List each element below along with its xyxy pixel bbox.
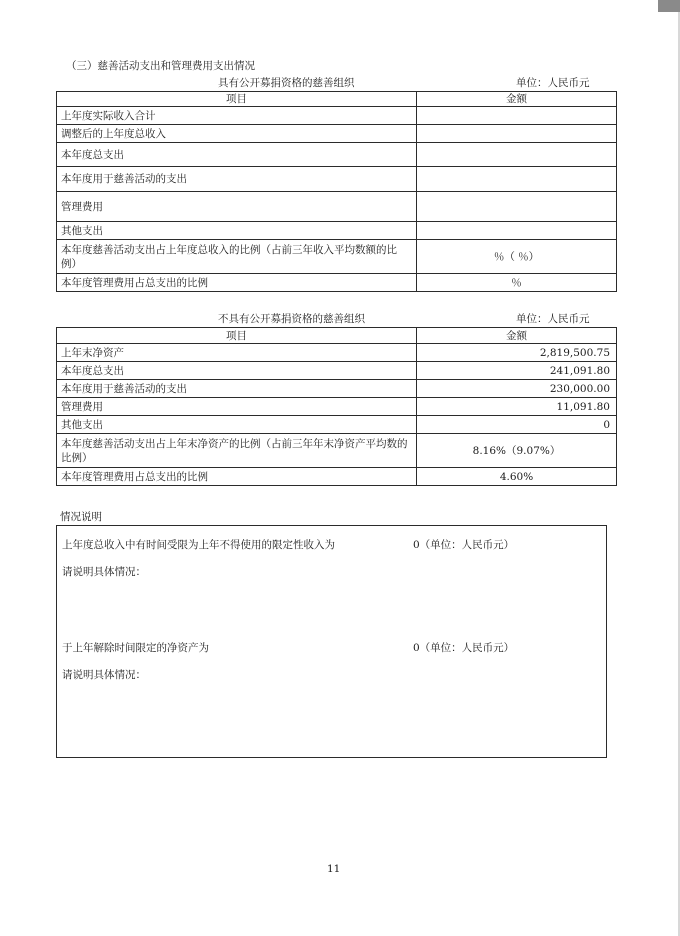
table2-header-amount: 金额	[417, 328, 617, 344]
row-label: 本年度用于慈善活动的支出	[57, 167, 417, 192]
released-assets-label: 于上年解除时间限定的净资产为	[62, 642, 209, 654]
restricted-income-label: 上年度总收入中有时间受限为上年不得使用的限定性收入为	[62, 539, 335, 551]
page-number: 11	[327, 863, 341, 875]
row-label: 上年度实际收入合计	[57, 107, 417, 125]
row-label: 本年度总支出	[57, 143, 417, 167]
row-value	[417, 167, 617, 192]
table-row	[57, 167, 617, 192]
table-row	[57, 107, 617, 125]
table-row	[57, 240, 617, 274]
row-value: 2,819,500.75	[417, 344, 617, 362]
table-row	[57, 468, 617, 486]
table-row	[57, 398, 617, 416]
table1	[56, 91, 617, 292]
row-value	[417, 222, 617, 240]
scan-corner-mark	[658, 0, 680, 12]
row-value: 8.16%（9.07%）	[417, 434, 617, 468]
table2	[56, 327, 617, 486]
section-title: （三）慈善活动支出和管理费用支出情况	[66, 60, 255, 72]
row-label: 本年度慈善活动支出占上年度总收入的比例（占前三年收入平均数额的比例）	[57, 240, 417, 274]
table1-caption: 具有公开募捐资格的慈善组织	[218, 77, 355, 89]
released-assets-value: 0（单位：人民币元）	[413, 642, 515, 654]
row-value: ％	[417, 274, 617, 292]
table-row	[57, 143, 617, 167]
row-label: 其他支出	[57, 416, 417, 434]
table2-caption: 不具有公开募捐资格的慈善组织	[218, 313, 365, 325]
table-row	[57, 344, 617, 362]
table-row	[57, 434, 617, 468]
table1-header-item: 项目	[57, 92, 417, 107]
row-label: 调整后的上年度总收入	[57, 125, 417, 143]
row-label: 本年度管理费用占总支出的比例	[57, 468, 417, 486]
table1-header-amount: 金额	[417, 92, 617, 107]
table-row	[57, 362, 617, 380]
row-label: 本年度慈善活动支出占上年末净资产的比例（占前三年年末净资产平均数的比例）	[57, 434, 417, 468]
row-value: ％（ ％）	[417, 240, 617, 274]
table-row	[57, 222, 617, 240]
row-value: 11,091.80	[417, 398, 617, 416]
table2-unit: 单位：人民币元	[516, 313, 590, 325]
row-value: 241,091.80	[417, 362, 617, 380]
table1-unit: 单位：人民币元	[516, 77, 590, 89]
row-label: 本年度管理费用占总支出的比例	[57, 274, 417, 292]
row-label: 其他支出	[57, 222, 417, 240]
table-row	[57, 380, 617, 398]
restricted-income-value: 0（单位：人民币元）	[413, 539, 515, 551]
row-value	[417, 125, 617, 143]
table-row	[57, 192, 617, 222]
row-value: 230,000.00	[417, 380, 617, 398]
row-label: 本年度用于慈善活动的支出	[57, 380, 417, 398]
row-label: 管理费用	[57, 398, 417, 416]
explain-prompt-1: 请说明具体情况：	[62, 566, 146, 578]
row-label: 上年末净资产	[57, 344, 417, 362]
row-value	[417, 192, 617, 222]
table2-header-item: 项目	[57, 328, 417, 344]
table-row	[57, 274, 617, 292]
notes-title: 情况说明	[60, 511, 102, 523]
row-value	[417, 143, 617, 167]
row-value: 0	[417, 416, 617, 434]
table-row	[57, 416, 617, 434]
row-label: 本年度总支出	[57, 362, 417, 380]
table-row	[57, 125, 617, 143]
row-label: 管理费用	[57, 192, 417, 222]
row-value	[417, 107, 617, 125]
row-value: 4.60%	[417, 468, 617, 486]
explain-prompt-2: 请说明具体情况：	[62, 669, 146, 681]
